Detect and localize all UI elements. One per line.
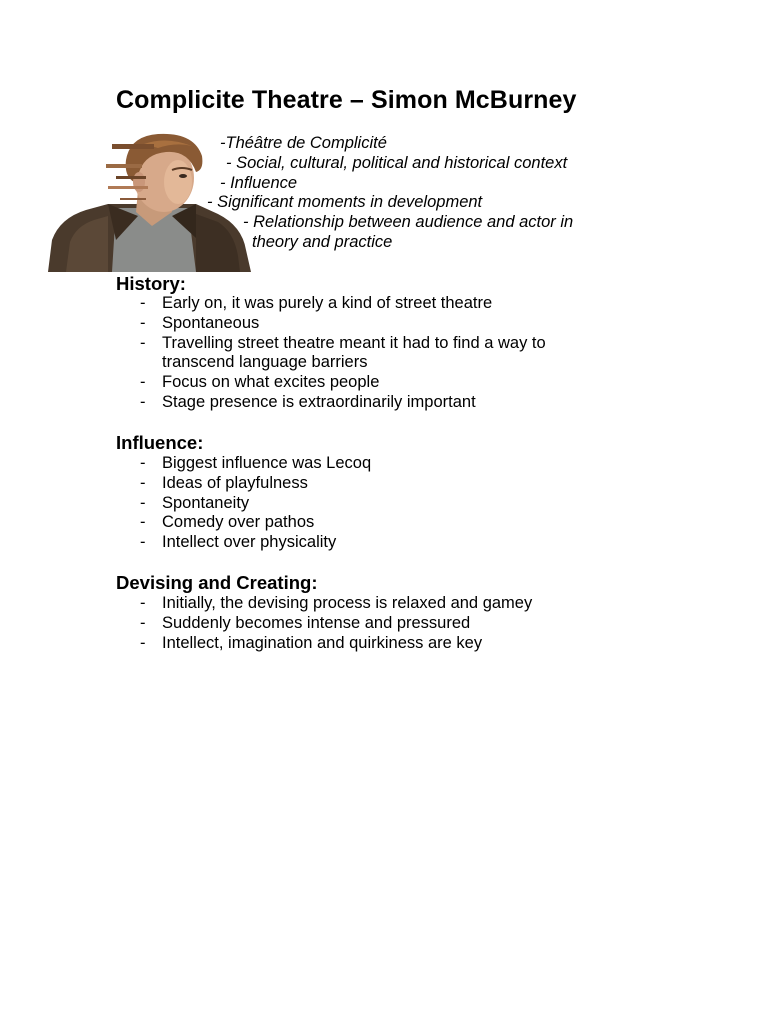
list-item <box>116 373 636 393</box>
list-item-text: Early on, it was purely a kind of street theatre <box>162 294 493 312</box>
history-list <box>116 294 636 413</box>
list-item-text: Intellect, imagination and quirkiness are key <box>162 633 483 652</box>
list-item-text: Focus on what excites people <box>162 373 380 392</box>
list-item-text: Spontaneous <box>162 313 260 332</box>
bullet-dash: - <box>140 633 146 652</box>
intro-line-3: - Influence <box>220 174 298 192</box>
list-item-text: Intellect over physicality <box>162 533 337 552</box>
list-item <box>116 533 636 553</box>
bullet-dash: - <box>140 613 146 632</box>
list-item-text: Suddenly becomes intense and pressured <box>162 613 471 632</box>
list-item <box>116 314 636 334</box>
document-title: Complicite Theatre – Simon McBurney <box>116 86 577 114</box>
bullet-dash: - <box>140 294 146 312</box>
list-item <box>116 614 636 634</box>
influence-list <box>116 454 636 553</box>
bullet-dash: - <box>140 493 146 512</box>
influence-heading: Influence: <box>116 432 204 453</box>
list-item <box>116 294 636 314</box>
list-item-text: Spontaneity <box>162 493 250 512</box>
bullet-dash: - <box>140 333 146 352</box>
devising-list <box>116 594 636 653</box>
intro-line-1: -Théâtre de Complicité <box>220 134 387 152</box>
list-item <box>116 634 636 654</box>
list-item-text: Travelling street theatre meant it had to find a way to transcend language barriers <box>162 333 546 372</box>
bullet-dash: - <box>140 373 146 392</box>
list-item <box>116 393 636 413</box>
list-item-text: Biggest influence was Lecoq <box>162 454 372 472</box>
bullet-dash: - <box>140 473 146 492</box>
history-heading: History: <box>116 273 186 294</box>
bullet-dash: - <box>140 454 146 472</box>
list-item <box>116 494 636 514</box>
list-item <box>116 474 636 494</box>
bullet-dash: - <box>140 513 146 532</box>
list-item <box>116 594 636 614</box>
list-item-text: Comedy over pathos <box>162 513 315 532</box>
bullet-dash: - <box>140 313 146 332</box>
bullet-dash: - <box>140 533 146 552</box>
list-item-text: Ideas of playfulness <box>162 473 308 492</box>
list-item-text: Stage presence is extraordinarily important <box>162 392 476 411</box>
intro-line-5: - Relationship between audience and actor in <box>243 213 574 231</box>
list-item-text: Initially, the devising process is relaxed and gamey <box>162 594 533 612</box>
bullet-dash: - <box>140 594 146 612</box>
bullet-dash: - <box>140 392 146 411</box>
list-item <box>116 454 636 474</box>
list-item <box>116 513 636 533</box>
list-item <box>116 334 636 374</box>
devising-heading: Devising and Creating: <box>116 572 318 593</box>
intro-line-6: theory and practice <box>252 233 393 251</box>
intro-line-2: - Social, cultural, political and historical context <box>226 154 568 172</box>
intro-line-4: - Significant moments in development <box>207 193 483 211</box>
